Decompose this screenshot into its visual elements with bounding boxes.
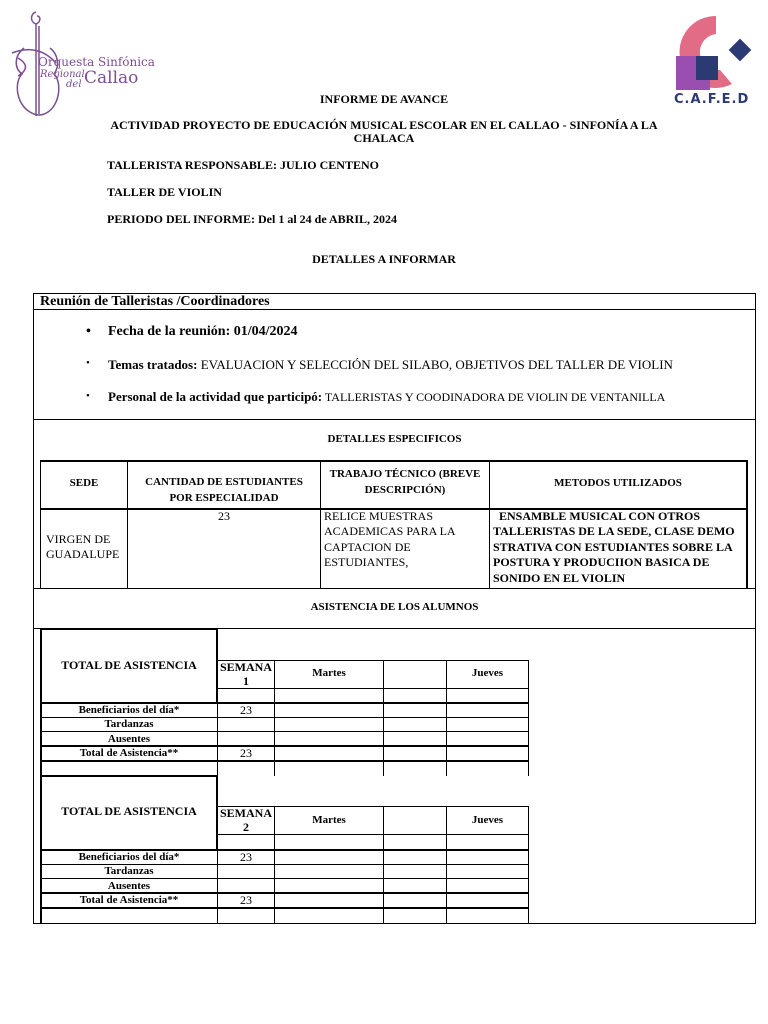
bullet-3: •: [86, 390, 90, 402]
row-trabajo-line3: CAPTACION DE: [324, 540, 411, 554]
logo-text-del: del: [66, 79, 82, 90]
week2-total-label: TOTAL DE ASISTENCIA: [61, 804, 197, 818]
row-metodos-line4: POSTURA Y PRODUCIION BASICA DE: [493, 555, 710, 569]
week1-semana-label: SEMANA: [219, 660, 272, 674]
topics-label: Temas tratados:: [108, 357, 198, 372]
week1-row-beneficiarios-value: 23: [240, 703, 252, 717]
week2-semana-label: SEMANA: [219, 806, 272, 820]
meeting-staff: [108, 389, 665, 405]
row-trabajo-line2: ACADEMICAS PARA LA: [324, 524, 456, 538]
week2-row-beneficiarios-label: Beneficiarios del día*: [78, 851, 180, 863]
row-metodos-line1: ENSAMBLE MUSICAL CON OTROS: [493, 509, 701, 523]
header-cantidad-line1: CANTIDAD DE ESTUDIANTES: [145, 476, 303, 488]
period-text: PERIODO DEL INFORME: Del 1 al 24 de ABRIL, 2024: [107, 212, 398, 226]
week1-martes: Martes: [312, 667, 346, 679]
cafed-emblem-icon: [672, 12, 760, 94]
week2-row-tardanzas-label: Tardanzas: [104, 865, 154, 877]
week1-row-total-label: Total de Asistencia**: [79, 747, 179, 759]
details-title: DETALLES A INFORMAR: [312, 252, 456, 266]
meeting-date: Fecha de la reunión: 01/04/2024: [108, 324, 298, 339]
responsible-text: TALLERISTA RESPONSABLE: JULIO CENTENO: [107, 158, 379, 172]
row-cantidad: 23: [218, 509, 230, 523]
bullet-2: •: [86, 357, 90, 369]
bullet-1: •: [86, 324, 91, 339]
report-title: INFORME DE AVANCE: [319, 92, 449, 106]
cafed-text: C.A.F.E.D: [674, 92, 750, 107]
week2-row-total-label: Total de Asistencia**: [79, 894, 179, 906]
week2-jueves: Jueves: [471, 814, 504, 826]
header-cantidad-line2: POR ESPECIALIDAD: [169, 492, 279, 504]
row-metodos-line5: SONIDO EN EL VIOLIN: [493, 571, 626, 585]
logo-text-orquesta: Orquesta Sinfónica: [38, 55, 155, 69]
header-metodos: METODOS UTILIZADOS: [554, 477, 682, 489]
week2-row-beneficiarios-value: 23: [240, 850, 252, 864]
week2-martes: Martes: [312, 814, 346, 826]
header-trabajo-line2: DESCRIPCIÓN): [364, 484, 446, 496]
row-trabajo-line1: RELICE MUESTRAS: [324, 509, 434, 523]
week1-row-tardanzas-label: Tardanzas: [104, 718, 154, 730]
row-sede-line2: GUADALUPE: [46, 547, 120, 561]
row-metodos-line3: STRATIVA CON ESTUDIANTES SOBRE LA: [493, 540, 733, 554]
attendance-title: ASISTENCIA DE LOS ALUMNOS: [310, 601, 479, 613]
report-subtitle-line1: ACTIVIDAD PROYECTO DE EDUCACIÓN MUSICAL ESCOLAR EN EL CALLAO - SINFONÍA A LA: [110, 118, 658, 132]
staff-value: TALLERISTAS Y COODINADORA DE VIOLIN DE VENTANILLA: [322, 390, 666, 404]
header-sede: SEDE: [69, 477, 99, 489]
staff-label: Personal de la actividad que participó:: [108, 389, 323, 404]
week2-row-ausentes-label: Ausentes: [107, 880, 151, 892]
workshop-text: TALLER DE VIOLIN: [107, 185, 222, 199]
week1-row-ausentes-label: Ausentes: [107, 733, 151, 745]
week1-jueves: Jueves: [471, 667, 504, 679]
row-trabajo-line4: ESTUDIANTES,: [324, 555, 409, 569]
meeting-title: Reunión de Talleristas /Coordinadores: [40, 294, 270, 309]
meeting-topics: [108, 357, 673, 373]
specifics-title: DETALLES ESPECIFICOS: [327, 433, 462, 445]
week2-row-total-value: 23: [240, 893, 252, 907]
row-sede-line1: VIRGEN DE: [46, 532, 111, 546]
week1-semana-number: 1: [243, 674, 249, 688]
week1-total-label: TOTAL DE ASISTENCIA: [61, 658, 197, 672]
logo-text-callao: Callao: [84, 68, 139, 88]
week1-row-beneficiarios-label: Beneficiarios del día*: [78, 704, 180, 716]
row-metodos-line2: TALLERISTAS DE LA SEDE, CLASE DEMO: [493, 524, 735, 538]
topics-value: EVALUACION Y SELECCIÓN DEL SILABO, OBJETIVOS DEL TALLER DE VIOLIN: [197, 357, 673, 372]
header-trabajo-line1: TRABAJO TÉCNICO (BREVE: [329, 468, 481, 480]
report-subtitle-line2: CHALACA: [353, 131, 415, 145]
week1-row-total-value: 23: [240, 746, 252, 760]
logo-text-regional: Regional: [40, 69, 85, 80]
week2-semana-number: 2: [243, 820, 249, 834]
